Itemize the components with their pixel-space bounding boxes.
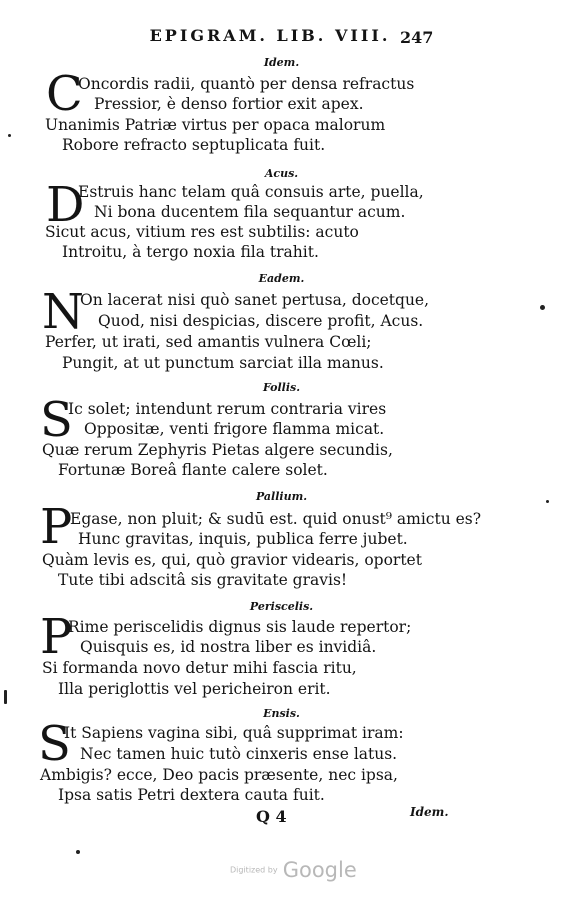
verse-line: Egase, non pluit; & sudū est. quid onust⁹ amictu es?: [70, 510, 482, 528]
verse-line: Ni bona ducentem fila sequantur acum.: [94, 203, 406, 221]
verse-line: Quàm levis es, qui, quò gravior videaris, oportet: [42, 551, 422, 569]
verse-line: Pungit, at ut punctum sarciat illa manus.: [62, 354, 384, 372]
ink-speck: [8, 134, 11, 137]
page-number: 247: [400, 28, 434, 47]
verse-line: Robore refracto septuplicata fuit.: [62, 136, 326, 154]
epigram-title: Pallium.: [255, 490, 308, 503]
signature-mark: Q 4: [256, 807, 287, 826]
ink-speck: [546, 500, 549, 503]
verse-line: Tute tibi adscitâ sis gravitate gravis!: [58, 571, 348, 589]
drop-cap: P: [40, 609, 73, 665]
epigram-title: Ensis.: [263, 707, 300, 720]
epigram-title: Eadem.: [258, 272, 305, 285]
verse-line: Nec tamen huic tutò cinxeris ense latus.: [80, 745, 398, 763]
verse-line: Oppositæ, venti frigore flamma micat.: [84, 420, 385, 438]
verse-line: Quæ rerum Zephyris Pietas algere secundis,: [42, 441, 393, 459]
verse-line: Perfer, ut irati, sed amantis vulnera Cœli;: [45, 333, 372, 351]
verse-line: Quod, nisi despicias, discere profit, Acus.: [98, 312, 424, 330]
catchword: Idem.: [410, 805, 449, 819]
verse-line: On lacerat nisi quò sanet pertusa, docetque,: [80, 291, 430, 309]
digitization-watermark: [230, 858, 357, 882]
running-title: EPIGRAM. LIB. VIII.: [149, 26, 391, 45]
verse-line: Oncordis radii, quantò per densa refractus: [78, 75, 415, 93]
drop-cap: D: [46, 177, 85, 233]
verse-line: It Sapiens vagina sibi, quâ supprimat iram:: [64, 724, 404, 742]
watermark-small-text: Digitized by: [230, 865, 278, 875]
verse-line: Illa periglottis vel pericheiron erit.: [58, 680, 331, 698]
verse-line: Ambigis? ecce, Deo pacis præsente, nec ipsa,: [40, 766, 398, 784]
epigram-title: Acus.: [264, 167, 299, 180]
ink-speck: [76, 850, 80, 854]
verse-line: Quisquis es, id nostra liber es invidiâ.: [80, 638, 377, 656]
ink-speck: [4, 690, 7, 704]
watermark-logo-text: Google: [282, 858, 357, 882]
verse-line: Pressior, è denso fortior exit apex.: [94, 95, 364, 113]
verse-line: Si formanda novo detur mihi fascia ritu,: [42, 659, 357, 677]
epigram-title: Periscelis.: [249, 600, 314, 613]
drop-cap: C: [46, 66, 83, 122]
drop-cap: P: [40, 499, 73, 555]
verse-line: Fortunæ Boreâ flante calere solet.: [58, 461, 328, 479]
verse-line: Unanimis Patriæ virtus per opaca malorum: [45, 116, 386, 134]
verse-line: Estruis hanc telam quâ consuis arte, puella,: [78, 183, 424, 201]
verse-line: Sicut acus, vitium res est subtilis: acuto: [45, 223, 359, 241]
verse-line: Hunc gravitas, inquis, publica ferre jubet.: [78, 530, 408, 548]
verse-line: Rime periscelidis dignus sis laude repertor;: [68, 618, 412, 636]
epigram-title: Follis.: [262, 381, 301, 394]
verse-line: Ic solet; intendunt rerum contraria vires: [68, 400, 387, 418]
verse-line: Ipsa satis Petri dextera cauta fuit.: [58, 786, 325, 804]
verse-line: Introitu, à tergo noxia fila trahit.: [62, 243, 319, 261]
drop-cap: S: [40, 392, 73, 448]
epigram-title: Idem.: [263, 56, 300, 69]
drop-cap: N: [42, 284, 84, 340]
ink-speck: [540, 305, 545, 310]
drop-cap: S: [38, 716, 71, 772]
